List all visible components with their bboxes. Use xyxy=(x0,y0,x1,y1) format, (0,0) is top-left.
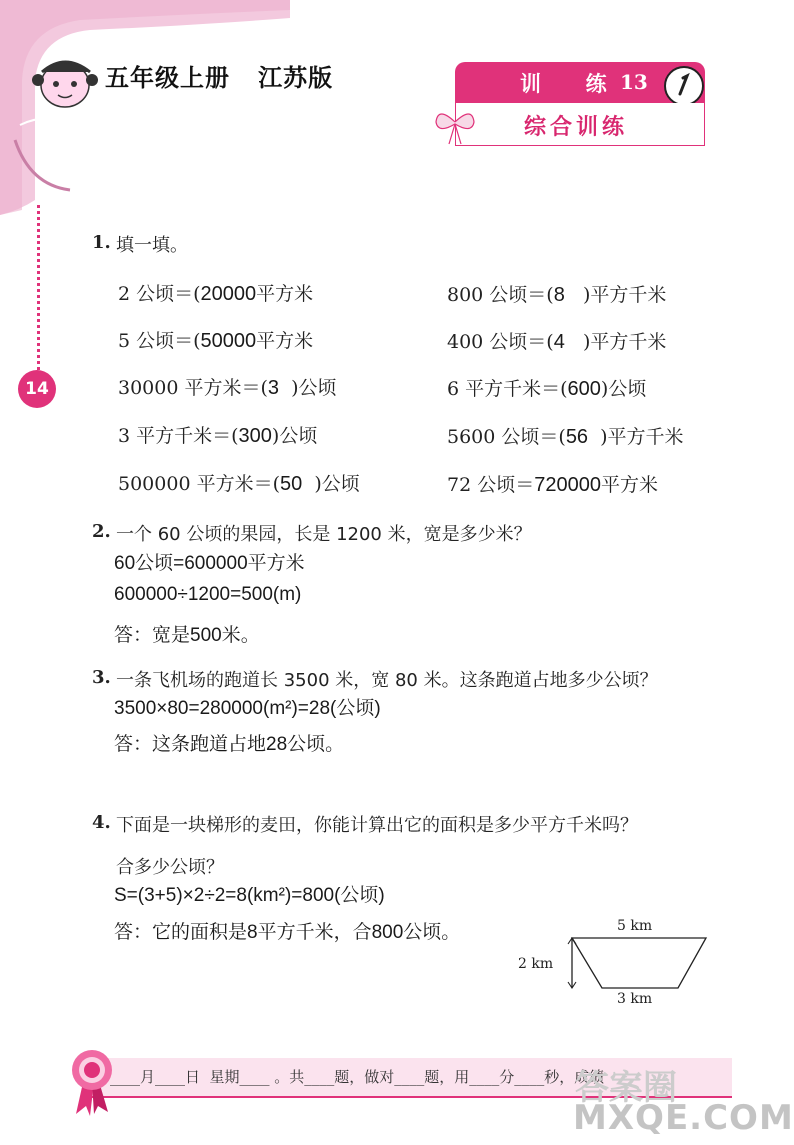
question-4-number: 4. xyxy=(92,812,111,833)
question-2-text: 一个 60 公顷的果园，长是 1200 米，宽是多少米？ xyxy=(116,524,532,545)
question-3-number: 3. xyxy=(92,667,111,688)
question-3-text: 一条飞机场的跑道长 3500 米，宽 80 米。这条跑道占地多少公顷？ xyxy=(116,670,658,691)
question-3-answer: 答：这条跑道占地28公顷。 xyxy=(114,734,345,755)
question-2-work-line: 60公顷=600000平方米 xyxy=(114,553,305,574)
bow-decoration-icon xyxy=(430,104,480,146)
margin-dotted-line xyxy=(37,205,40,370)
question-4-text-continued: 合多少公顷？ xyxy=(116,857,224,878)
trapezoid-bottom-label: 3 km xyxy=(617,991,653,1007)
fill-item: 800 公顷＝(8 )平方千米 xyxy=(447,284,667,306)
question-4-answer: 答：它的面积是8平方千米，合800公顷。 xyxy=(114,922,461,943)
fill-item: 30000 平方米＝(3 )公顷 xyxy=(118,377,337,399)
question-4-text: 下面是一块梯形的麦田，你能计算出它的面积是多少平方千米吗？ xyxy=(116,815,638,836)
fill-item: 400 公顷＝(4 )平方千米 xyxy=(447,331,667,353)
trapezoid-figure xyxy=(560,930,720,1000)
question-1-number: 1. xyxy=(92,232,111,253)
book-title: 五年级上册 江苏版 xyxy=(105,64,334,92)
fill-item: 5600 公顷＝(56 )平方千米 xyxy=(447,426,684,448)
trapezoid-top-label: 5 km xyxy=(617,918,653,934)
trapezoid-height-label: 2 km xyxy=(518,956,554,972)
fill-item: 6 平方千米＝(600)公顷 xyxy=(447,378,647,400)
watermark: 答案圈 xyxy=(575,1068,677,1108)
question-1-text: 填一填。 xyxy=(116,235,188,256)
fill-item: 500000 平方米＝(50 )公顷 xyxy=(118,473,360,495)
page-number: 14 xyxy=(18,370,56,408)
question-2-number: 2. xyxy=(92,521,111,542)
question-3-work-line: 3500×80=280000(m²)=28(公顷) xyxy=(114,698,381,719)
watermark-url: MXQE.COM xyxy=(573,1098,794,1138)
training-label: 训 练 xyxy=(520,71,617,96)
footer-record-line: ____月____日 星期____ 。共____题，做对____题，用____分____秒，成绩 xyxy=(110,1068,605,1086)
question-2-work-line: 600000÷1200=500(m) xyxy=(114,584,302,605)
fill-item: 5 公顷＝(50000平方米 xyxy=(118,330,314,352)
fill-item: 3 平方千米＝(300)公顷 xyxy=(118,425,318,447)
training-number: 13 xyxy=(620,70,648,94)
question-4-work-line: S=(3+5)×2÷2=8(km²)=800(公顷) xyxy=(114,885,385,906)
fill-item: 2 公顷＝(20000平方米 xyxy=(118,283,314,305)
fill-item: 72 公顷＝720000平方米 xyxy=(447,474,658,496)
section-subtitle: 综合训练 xyxy=(524,114,629,140)
corner-decoration xyxy=(0,0,290,220)
question-2-answer: 答：宽是500米。 xyxy=(114,625,260,646)
